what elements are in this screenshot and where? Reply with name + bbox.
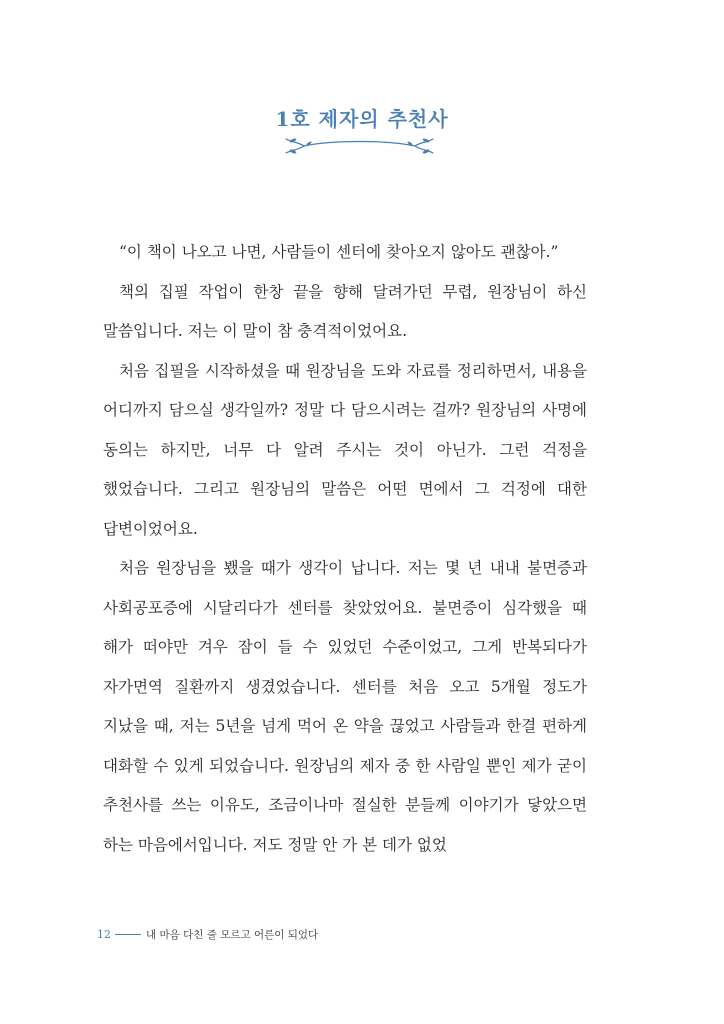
paragraph: 처음 원장님을 뵀을 때가 생각이 납니다. 저는 몇 년 내내 불면증과 사회공포증에 시달리다가 센터를 찾았었어요. 불면증이 심각했을 때 해가 떠야만 겨우 잠이 들 수 있었던 수준이었고, 그게 반복되다가 자가면역 질환까지 생겼었습니다. 센터를 처음 오고 5개월 정도가 지났을 때, 저는 5년을 넘게 먹어 온 약을 끊었고 사람들과 한결 편하게 대화할 수 있게 되었습니다. 원장님의 제자 중 한 사람일 뿐인 제가 굳이 추천사를 쓰는 이유도, 조금이나마 절실한 분들께 이야기가 닿았으면 하는 마음에서입니다. 저도 정말 안 가 본 데가 없었 bbox=[103, 559, 587, 854]
paragraph: 처음 집필을 시작하셨을 때 원장님을 도와 자료를 정리하면서, 내용을 어디까지 담으실 생각일까? 정말 다 담으시려는 걸까? 원장님의 사명에 동의는 하지만, 너무 다 알려 주시는 것이 아닌가. 그런 걱정을 했었습니다. 그리고 원장님의 말씀은 어떤 면에서 그 걱정에 대한 답변이었어요. bbox=[103, 361, 587, 538]
vine-flourish-icon bbox=[282, 136, 437, 156]
page-number: 12 bbox=[97, 927, 111, 941]
page-footer bbox=[97, 926, 318, 942]
book-title: 내 마음 다친 줄 모르고 어른이 되었다 bbox=[146, 928, 319, 941]
page-title: 1호 제자의 추천사 bbox=[275, 107, 449, 132]
footer-rule bbox=[115, 934, 141, 935]
paragraph: 책의 집필 작업이 한창 끝을 향해 달려가던 무렵, 원장님이 하신 말씀입니다. 저는 이 말이 참 충격적이었어요. bbox=[103, 282, 587, 340]
body-text bbox=[103, 233, 587, 865]
paragraph: “이 책이 나오고 나면, 사람들이 센터에 찾아오지 않아도 괜찮아.” bbox=[119, 243, 559, 261]
